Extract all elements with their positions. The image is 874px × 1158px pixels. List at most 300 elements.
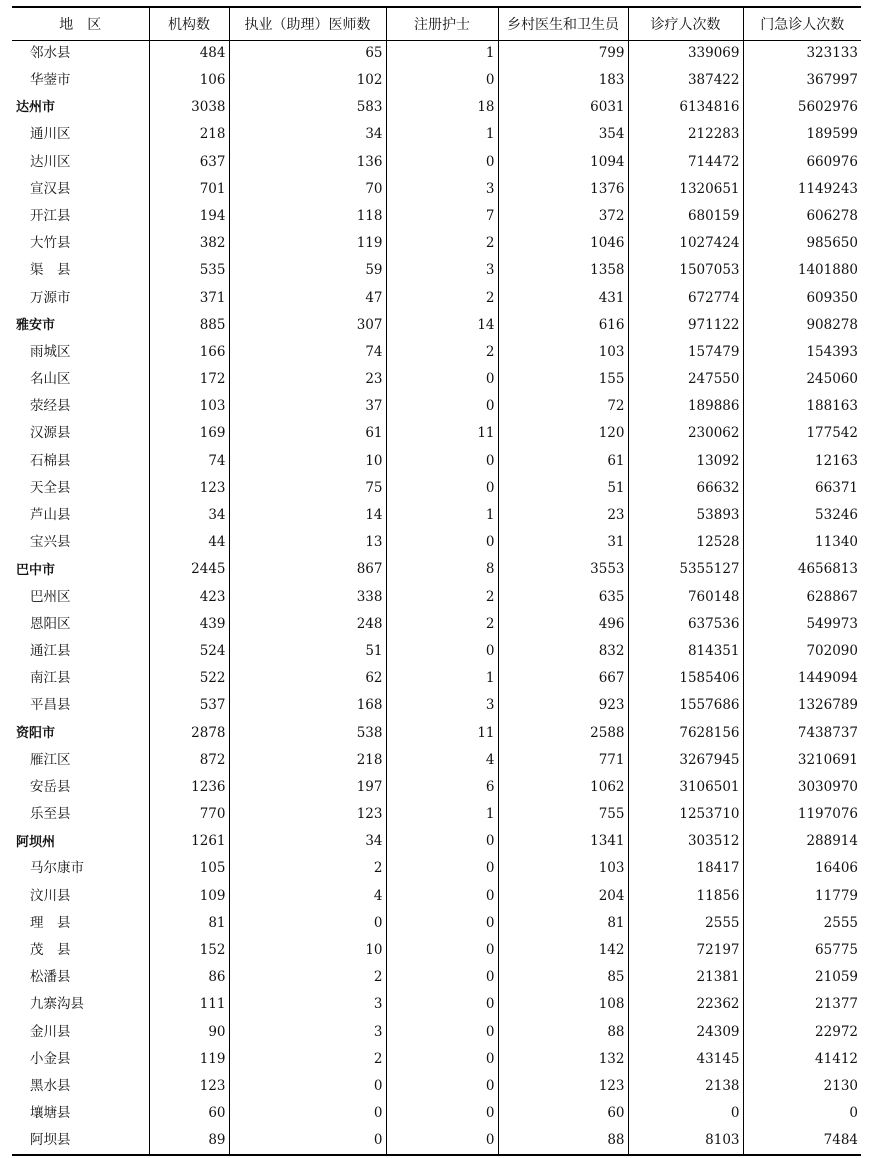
cell-rural-doctors: 2588 [498, 720, 628, 747]
cell-rural-doctors: 72 [498, 393, 628, 420]
cell-region: 壤塘县 [30, 1105, 71, 1122]
cell-outpatient-emergency: 367997 [743, 67, 861, 94]
cell-institutions: 105 [149, 856, 229, 883]
cell-outpatient-emergency: 12163 [743, 448, 861, 475]
cell-region: 巴中市 [16, 562, 56, 578]
cell-outpatient-emergency: 189599 [743, 122, 861, 149]
cell-nurses: 1 [386, 502, 498, 529]
cell-outpatient-emergency: 628867 [743, 584, 861, 611]
cell-region: 平昌县 [30, 697, 71, 714]
cell-outpatient-emergency: 3030970 [743, 774, 861, 801]
cell-rural-doctors: 3553 [498, 557, 628, 584]
statistics-table-container [12, 6, 861, 1156]
cell-outpatient-emergency: 22972 [743, 1019, 861, 1046]
cell-region: 芦山县 [30, 507, 71, 524]
cell-nurses: 1 [386, 801, 498, 828]
cell-nurses: 0 [386, 475, 498, 502]
table-row [12, 40, 861, 67]
table-row [12, 693, 861, 720]
cell-physicians: 583 [229, 94, 386, 121]
cell-region: 开江县 [30, 207, 71, 224]
table-row [12, 149, 861, 176]
cell-region: 宣汉县 [30, 180, 71, 197]
cell-nurses: 0 [386, 1073, 498, 1100]
cell-visits: 43145 [628, 1046, 743, 1073]
cell-physicians: 37 [229, 393, 386, 420]
cell-institutions: 535 [149, 258, 229, 285]
cell-rural-doctors: 923 [498, 693, 628, 720]
table-row-city [12, 312, 861, 339]
cell-visits: 1253710 [628, 801, 743, 828]
cell-nurses: 0 [386, 366, 498, 393]
table-row-city [12, 94, 861, 121]
cell-visits: 1507053 [628, 258, 743, 285]
table-row [12, 611, 861, 638]
cell-region: 资阳市 [16, 725, 56, 741]
cell-visits: 12528 [628, 529, 743, 556]
cell-physicians: 75 [229, 475, 386, 502]
cell-physicians: 70 [229, 176, 386, 203]
cell-region: 通江县 [30, 642, 71, 659]
cell-institutions: 81 [149, 910, 229, 937]
cell-visits: 6134816 [628, 94, 743, 121]
cell-outpatient-emergency: 985650 [743, 230, 861, 257]
cell-institutions: 60 [149, 1100, 229, 1127]
table-row [12, 665, 861, 692]
cell-physicians: 4 [229, 883, 386, 910]
cell-nurses: 0 [386, 992, 498, 1019]
cell-visits: 1027424 [628, 230, 743, 257]
cell-institutions: 166 [149, 339, 229, 366]
cell-rural-doctors: 6031 [498, 94, 628, 121]
cell-region: 马尔康市 [30, 860, 84, 877]
cell-outpatient-emergency: 53246 [743, 502, 861, 529]
table-row [12, 937, 861, 964]
cell-region: 天全县 [30, 479, 71, 496]
cell-outpatient-emergency: 5602976 [743, 94, 861, 121]
cell-physicians: 10 [229, 937, 386, 964]
header-nurses: 注册护士 [386, 7, 498, 40]
cell-region: 茂 县 [30, 942, 71, 959]
cell-institutions: 86 [149, 964, 229, 991]
cell-visits: 72197 [628, 937, 743, 964]
cell-visits: 1585406 [628, 665, 743, 692]
cell-outpatient-emergency: 154393 [743, 339, 861, 366]
cell-rural-doctors: 103 [498, 856, 628, 883]
cell-region: 达州市 [16, 100, 56, 116]
cell-physicians: 168 [229, 693, 386, 720]
cell-rural-doctors: 832 [498, 638, 628, 665]
cell-rural-doctors: 1046 [498, 230, 628, 257]
cell-rural-doctors: 372 [498, 203, 628, 230]
cell-outpatient-emergency: 11779 [743, 883, 861, 910]
cell-region: 雨城区 [30, 343, 71, 360]
cell-rural-doctors: 183 [498, 67, 628, 94]
cell-region: 万源市 [30, 289, 71, 306]
cell-region: 汶川县 [30, 887, 71, 904]
cell-physicians: 47 [229, 285, 386, 312]
cell-outpatient-emergency: 702090 [743, 638, 861, 665]
cell-region: 雁江区 [30, 751, 71, 768]
cell-visits: 714472 [628, 149, 743, 176]
header-row [12, 7, 861, 40]
cell-physicians: 51 [229, 638, 386, 665]
table-row-city [12, 720, 861, 747]
cell-physicians: 102 [229, 67, 386, 94]
cell-outpatient-emergency: 908278 [743, 312, 861, 339]
table-row [12, 1019, 861, 1046]
table-row [12, 1046, 861, 1073]
header-visits: 诊疗人次数 [628, 7, 743, 40]
cell-outpatient-emergency: 4656813 [743, 557, 861, 584]
cell-physicians: 0 [229, 1128, 386, 1155]
table-row [12, 584, 861, 611]
cell-rural-doctors: 755 [498, 801, 628, 828]
cell-institutions: 885 [149, 312, 229, 339]
table-row [12, 366, 861, 393]
cell-nurses: 0 [386, 1019, 498, 1046]
cell-nurses: 6 [386, 774, 498, 801]
cell-rural-doctors: 616 [498, 312, 628, 339]
cell-region: 小金县 [30, 1050, 71, 1067]
cell-visits: 339069 [628, 40, 743, 67]
cell-visits: 760148 [628, 584, 743, 611]
cell-institutions: 103 [149, 393, 229, 420]
cell-outpatient-emergency: 2555 [743, 910, 861, 937]
table-row [12, 475, 861, 502]
cell-visits: 7628156 [628, 720, 743, 747]
cell-region: 石棉县 [30, 452, 71, 469]
cell-institutions: 637 [149, 149, 229, 176]
cell-region: 华蓥市 [30, 72, 71, 89]
cell-outpatient-emergency: 2130 [743, 1073, 861, 1100]
cell-outpatient-emergency: 660976 [743, 149, 861, 176]
table-row [12, 421, 861, 448]
cell-visits: 24309 [628, 1019, 743, 1046]
cell-physicians: 59 [229, 258, 386, 285]
cell-institutions: 2445 [149, 557, 229, 584]
cell-visits: 157479 [628, 339, 743, 366]
cell-physicians: 118 [229, 203, 386, 230]
cell-outpatient-emergency: 1449094 [743, 665, 861, 692]
cell-physicians: 307 [229, 312, 386, 339]
cell-rural-doctors: 120 [498, 421, 628, 448]
table-row [12, 122, 861, 149]
table-row [12, 992, 861, 1019]
table-row [12, 339, 861, 366]
cell-visits: 247550 [628, 366, 743, 393]
cell-institutions: 111 [149, 992, 229, 1019]
cell-outpatient-emergency: 41412 [743, 1046, 861, 1073]
table-row [12, 529, 861, 556]
cell-outpatient-emergency: 609350 [743, 285, 861, 312]
cell-nurses: 3 [386, 258, 498, 285]
cell-outpatient-emergency: 177542 [743, 421, 861, 448]
cell-physicians: 23 [229, 366, 386, 393]
cell-outpatient-emergency: 1401880 [743, 258, 861, 285]
cell-region: 通川区 [30, 126, 71, 143]
cell-institutions: 484 [149, 40, 229, 67]
cell-visits: 18417 [628, 856, 743, 883]
cell-outpatient-emergency: 21059 [743, 964, 861, 991]
table-row [12, 176, 861, 203]
cell-visits: 0 [628, 1100, 743, 1127]
cell-institutions: 524 [149, 638, 229, 665]
cell-nurses: 0 [386, 937, 498, 964]
cell-nurses: 2 [386, 584, 498, 611]
table-row [12, 964, 861, 991]
cell-visits: 387422 [628, 67, 743, 94]
cell-physicians: 0 [229, 910, 386, 937]
cell-physicians: 13 [229, 529, 386, 556]
cell-institutions: 1236 [149, 774, 229, 801]
cell-region: 邻水县 [30, 45, 71, 62]
cell-institutions: 34 [149, 502, 229, 529]
cell-institutions: 123 [149, 475, 229, 502]
cell-nurses: 4 [386, 747, 498, 774]
cell-rural-doctors: 88 [498, 1019, 628, 1046]
table-row [12, 448, 861, 475]
cell-physicians: 0 [229, 1073, 386, 1100]
cell-institutions: 172 [149, 366, 229, 393]
table-row [12, 230, 861, 257]
cell-visits: 22362 [628, 992, 743, 1019]
cell-visits: 8103 [628, 1128, 743, 1155]
table-row [12, 285, 861, 312]
table-row [12, 67, 861, 94]
cell-visits: 21381 [628, 964, 743, 991]
cell-nurses: 3 [386, 693, 498, 720]
cell-nurses: 0 [386, 393, 498, 420]
cell-physicians: 65 [229, 40, 386, 67]
cell-rural-doctors: 108 [498, 992, 628, 1019]
cell-visits: 66632 [628, 475, 743, 502]
table-row [12, 774, 861, 801]
cell-institutions: 770 [149, 801, 229, 828]
cell-region: 松潘县 [30, 969, 71, 986]
cell-nurses: 11 [386, 720, 498, 747]
cell-region: 理 县 [30, 914, 71, 931]
cell-rural-doctors: 1376 [498, 176, 628, 203]
cell-outpatient-emergency: 245060 [743, 366, 861, 393]
cell-region: 汉源县 [30, 425, 71, 442]
cell-outpatient-emergency: 1326789 [743, 693, 861, 720]
cell-rural-doctors: 85 [498, 964, 628, 991]
cell-region: 阿坝县 [12, 1128, 149, 1155]
cell-nurses: 2 [386, 285, 498, 312]
cell-region: 名山区 [30, 371, 71, 388]
table-header [12, 7, 861, 40]
cell-region: 九寨沟县 [30, 996, 84, 1013]
cell-visits: 971122 [628, 312, 743, 339]
table-row [12, 883, 861, 910]
cell-physicians: 34 [229, 828, 386, 855]
cell-region: 巴州区 [30, 588, 71, 605]
cell-region: 阿坝州 [16, 834, 56, 850]
cell-region: 达川区 [30, 153, 71, 170]
cell-nurses: 0 [386, 1100, 498, 1127]
cell-visits: 1320651 [628, 176, 743, 203]
cell-rural-doctors: 155 [498, 366, 628, 393]
cell-nurses: 0 [386, 67, 498, 94]
cell-physicians: 61 [229, 421, 386, 448]
header-institutions: 机构数 [149, 7, 229, 40]
table-row [12, 638, 861, 665]
table-row [12, 910, 861, 937]
cell-institutions: 89 [149, 1128, 229, 1155]
cell-physicians: 218 [229, 747, 386, 774]
header-region: 地 区 [12, 7, 149, 40]
cell-institutions: 44 [149, 529, 229, 556]
cell-physicians: 197 [229, 774, 386, 801]
cell-rural-doctors: 1358 [498, 258, 628, 285]
cell-physicians: 119 [229, 230, 386, 257]
cell-outpatient-emergency: 11340 [743, 529, 861, 556]
cell-rural-doctors: 431 [498, 285, 628, 312]
header-physicians: 执业（助理）医师数 [229, 7, 386, 40]
cell-nurses: 0 [386, 448, 498, 475]
cell-region: 金川县 [30, 1023, 71, 1040]
cell-nurses: 8 [386, 557, 498, 584]
table-row [12, 258, 861, 285]
table-row [12, 393, 861, 420]
cell-nurses: 0 [386, 910, 498, 937]
cell-region: 宝兴县 [30, 534, 71, 551]
cell-rural-doctors: 1062 [498, 774, 628, 801]
cell-nurses: 0 [386, 1128, 498, 1155]
cell-region: 雅安市 [16, 317, 56, 333]
cell-physicians: 338 [229, 584, 386, 611]
table-row [12, 203, 861, 230]
table-row [12, 1100, 861, 1127]
cell-institutions: 382 [149, 230, 229, 257]
table-row [12, 502, 861, 529]
cell-institutions: 1261 [149, 828, 229, 855]
cell-institutions: 701 [149, 176, 229, 203]
header-rural-doctors: 乡村医生和卫生员 [498, 7, 628, 40]
cell-institutions: 90 [149, 1019, 229, 1046]
cell-visits: 11856 [628, 883, 743, 910]
cell-rural-doctors: 635 [498, 584, 628, 611]
cell-rural-doctors: 354 [498, 122, 628, 149]
cell-rural-doctors: 103 [498, 339, 628, 366]
cell-institutions: 2878 [149, 720, 229, 747]
cell-rural-doctors: 799 [498, 40, 628, 67]
cell-visits: 189886 [628, 393, 743, 420]
cell-visits: 5355127 [628, 557, 743, 584]
cell-physicians: 74 [229, 339, 386, 366]
cell-rural-doctors: 51 [498, 475, 628, 502]
cell-visits: 1557686 [628, 693, 743, 720]
cell-nurses: 0 [386, 149, 498, 176]
cell-visits: 13092 [628, 448, 743, 475]
cell-outpatient-emergency: 0 [743, 1100, 861, 1127]
cell-visits: 303512 [628, 828, 743, 855]
table-row-city [12, 828, 861, 855]
cell-visits: 680159 [628, 203, 743, 230]
cell-physicians: 14 [229, 502, 386, 529]
cell-visits: 212283 [628, 122, 743, 149]
cell-institutions: 423 [149, 584, 229, 611]
table-row [12, 856, 861, 883]
cell-rural-doctors: 1094 [498, 149, 628, 176]
cell-nurses: 3 [386, 176, 498, 203]
cell-institutions: 106 [149, 67, 229, 94]
cell-rural-doctors: 771 [498, 747, 628, 774]
table-row [12, 1128, 861, 1155]
cell-outpatient-emergency: 606278 [743, 203, 861, 230]
health-statistics-table [12, 6, 861, 1156]
cell-visits: 637536 [628, 611, 743, 638]
cell-physicians: 62 [229, 665, 386, 692]
cell-nurses: 2 [386, 339, 498, 366]
cell-region: 恩阳区 [30, 615, 71, 632]
cell-institutions: 194 [149, 203, 229, 230]
cell-region: 乐至县 [30, 806, 71, 823]
cell-rural-doctors: 142 [498, 937, 628, 964]
cell-outpatient-emergency: 288914 [743, 828, 861, 855]
cell-rural-doctors: 31 [498, 529, 628, 556]
cell-outpatient-emergency: 1197076 [743, 801, 861, 828]
cell-region: 大竹县 [30, 235, 71, 252]
cell-outpatient-emergency: 65775 [743, 937, 861, 964]
cell-rural-doctors: 60 [498, 1100, 628, 1127]
cell-outpatient-emergency: 323133 [743, 40, 861, 67]
cell-physicians: 0 [229, 1100, 386, 1127]
cell-physicians: 136 [229, 149, 386, 176]
cell-institutions: 169 [149, 421, 229, 448]
cell-region: 黑水县 [30, 1077, 71, 1094]
cell-nurses: 2 [386, 611, 498, 638]
table-row-city [12, 557, 861, 584]
cell-region: 南江县 [30, 670, 71, 687]
table-row [12, 801, 861, 828]
cell-nurses: 1 [386, 40, 498, 67]
cell-visits: 230062 [628, 421, 743, 448]
header-outpatient-emergency: 门急诊人次数 [743, 7, 861, 40]
cell-physicians: 3 [229, 1019, 386, 1046]
cell-physicians: 2 [229, 964, 386, 991]
cell-nurses: 2 [386, 230, 498, 257]
cell-visits: 53893 [628, 502, 743, 529]
cell-region: 安岳县 [30, 778, 71, 795]
cell-institutions: 119 [149, 1046, 229, 1073]
cell-visits: 3106501 [628, 774, 743, 801]
cell-rural-doctors: 81 [498, 910, 628, 937]
cell-nurses: 0 [386, 638, 498, 665]
cell-institutions: 152 [149, 937, 229, 964]
cell-nurses: 18 [386, 94, 498, 121]
cell-rural-doctors: 496 [498, 611, 628, 638]
cell-outpatient-emergency: 7438737 [743, 720, 861, 747]
cell-visits: 3267945 [628, 747, 743, 774]
cell-physicians: 2 [229, 1046, 386, 1073]
cell-physicians: 2 [229, 856, 386, 883]
cell-region: 荥经县 [30, 398, 71, 415]
cell-institutions: 74 [149, 448, 229, 475]
table-row [12, 747, 861, 774]
cell-nurses: 1 [386, 665, 498, 692]
cell-physicians: 3 [229, 992, 386, 1019]
cell-institutions: 522 [149, 665, 229, 692]
table-row [12, 1073, 861, 1100]
cell-outpatient-emergency: 1149243 [743, 176, 861, 203]
cell-nurses: 0 [386, 883, 498, 910]
cell-physicians: 538 [229, 720, 386, 747]
cell-nurses: 0 [386, 1046, 498, 1073]
cell-visits: 672774 [628, 285, 743, 312]
cell-institutions: 123 [149, 1073, 229, 1100]
